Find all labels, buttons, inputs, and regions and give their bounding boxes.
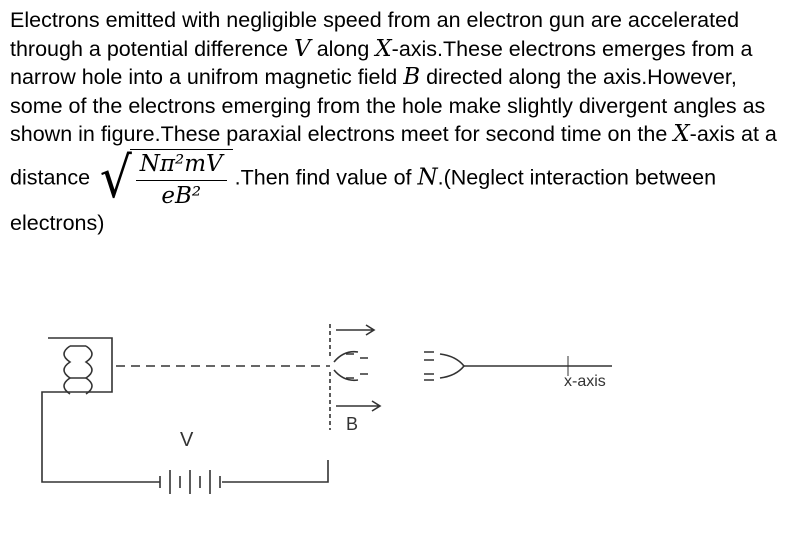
battery-icon bbox=[160, 470, 220, 494]
field-arrow-bottom bbox=[336, 401, 380, 411]
question-text-1: Electrons emitted with negligible speed from an electron gun are accelerated through a potential difference bbox=[10, 8, 740, 61]
converging-dashes bbox=[424, 352, 434, 380]
formula-denominator: eB² bbox=[161, 182, 202, 209]
question-text-2: along bbox=[310, 36, 376, 61]
question-text-5: -axis at a distance bbox=[10, 122, 777, 190]
question-text-3: -axis.These electrons emerges from a narrow hole into a unifrom magnetic field bbox=[10, 36, 753, 90]
formula-numerator: Nπ²mV bbox=[136, 150, 227, 181]
axis-label: x-axis bbox=[564, 373, 606, 390]
variable-b: B bbox=[403, 64, 421, 91]
question-text-7: .(Neglect interaction between electrons) bbox=[10, 165, 717, 235]
variable-x-2: X bbox=[673, 121, 690, 148]
variable-n: N bbox=[417, 164, 438, 191]
formula-fraction bbox=[130, 149, 233, 209]
sqrt-sign: √ bbox=[99, 145, 132, 211]
question-text-4: directed along the axis.However, some of the electrons emerging from the hole make slightly divergent angles as shown in figure.These paraxial electrons meet for second time on the bbox=[10, 65, 766, 147]
field-arrow-top bbox=[336, 325, 374, 335]
field-label: B bbox=[346, 414, 359, 434]
circuit-wire-left bbox=[42, 392, 160, 482]
voltage-label: V bbox=[180, 429, 194, 451]
variable-x: X bbox=[375, 35, 392, 62]
gun-coil-cross bbox=[70, 346, 86, 378]
converging-electrons bbox=[440, 354, 464, 378]
diverging-electrons bbox=[334, 352, 358, 381]
gun-coil-right bbox=[86, 346, 92, 394]
gun-coil-left bbox=[64, 346, 70, 394]
circuit-wire-right bbox=[222, 460, 328, 482]
electron-dashes bbox=[346, 354, 368, 378]
question-text-6: .Then find value of bbox=[234, 165, 418, 190]
variable-v: V bbox=[294, 35, 311, 62]
electron-gun-figure bbox=[0, 310, 800, 542]
distance-formula bbox=[98, 145, 233, 211]
question-text bbox=[10, 6, 792, 238]
